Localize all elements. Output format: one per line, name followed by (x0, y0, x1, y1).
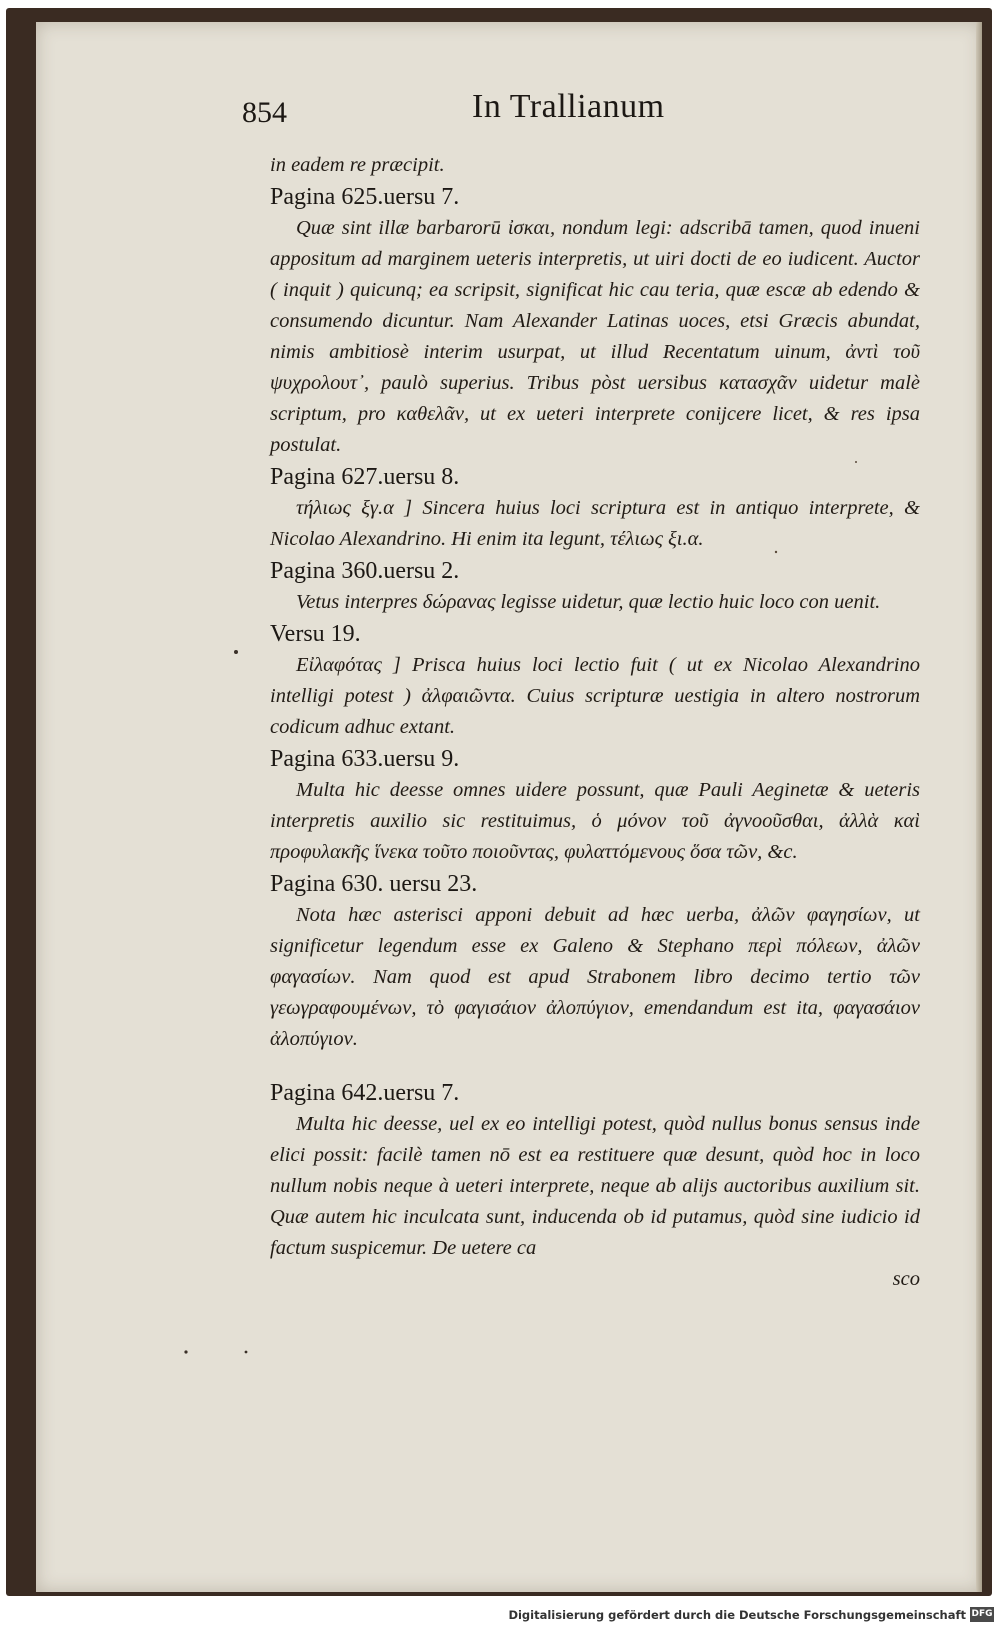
section-text: τήλιως ξγ.α ] Sincera huius loci scriptura est in antiquo interprete, & Nicolao Alexandrino. Hi enim ita legunt, τέλιως ξι.α. (270, 497, 920, 550)
section-heading: Pagina 625.uersu 7. (270, 184, 460, 210)
section-text: Nota hæc asterisci apponi debuit ad hæc uerba, ἀλῶν φαγησίων, ut significetur legendum esse ex Galeno & Stephano περὶ πόλεων, ἀλῶν φαγασίων. Nam quod est apud Strabonem libro decimo tertio τῶν γεωγραφουμένων, τὸ φαγισάιον ἀλοπύγιον, emendandum est ita, φαγασάιον ἀλοπύγιον. (270, 904, 920, 1050)
section-heading: Versu 19. (270, 621, 361, 647)
page-number: 854 (242, 96, 287, 129)
section-text: Quæ sint illæ barbarorū ἰσκαι, nondum legi: adscribā tamen, quod inueni appositum ad marginem ueteris interpretis, ut uiri docti de eo iudicent. Auctor ( inquit ) quicunq; ea scripsit, significat hic cau teria, quæ escæ ab edendo & consumendo dicuntur. Nam Alexander Latinas uoces, etsi Græcis abundat, nimis ambitiosè interim usurpat, ut illud Recentatum uinum, ἀντὶ τοῦ ψυχρολουτ᾽, paulò superius. Tribus pòst uersibus κατασχᾶν uidetur malè scriptum, pro καθελᾶν, ut ex ueteri interprete conijcere licet, & res ipsa postulat. (270, 217, 920, 456)
section-gap (270, 1055, 920, 1077)
section-text: Multa hic deesse omnes uidere possunt, quæ Pauli Aeginetæ & ueteris interpretis auxilio sic restituimus, ὁ μόνον τοῦ ἀγνοοῦσθαι, ἀλλὰ καὶ προφυλακῆς ἵνεκα τοῦτο ποιοῦντας, φυλαττόμενους ὅσα τῶν, &c. (270, 779, 920, 863)
section-text: Εἰλαφότας ] Prisca huius loci lectio fuit ( ut ex Nicolao Alexandrino intelligi potest ) ἀλφαιῶντα. Cuius scripturæ uestigia in altero nostrorum codicum adhuc extant. (270, 654, 920, 738)
running-title: In Trallianum (472, 88, 665, 125)
main-text (270, 150, 920, 1295)
footer-credit: Digitalisierung gefördert durch die Deutsche Forschungsgemeinschaft (508, 1608, 966, 1622)
section-heading: Pagina 633.uersu 9. (270, 746, 460, 772)
section-heading: Pagina 360.uersu 2. (270, 558, 460, 584)
section-text: Vetus interpres δώρανας legisse uidetur, quæ lectio huic loco con uenit. (296, 591, 881, 613)
catchword: sco (892, 1268, 920, 1290)
opening-line: in eadem re præcipit. (270, 154, 445, 176)
section-heading: Pagina 630. uersu 23. (270, 871, 478, 897)
section-heading: Pagina 627.uersu 8. (270, 464, 460, 490)
running-head (242, 88, 882, 138)
section-heading: Pagina 642.uersu 7. (270, 1080, 460, 1106)
dfg-logo: DFG (970, 1607, 994, 1622)
section-text: Multa hic deesse, uel ex eo intelligi potest, quòd nullus bonus sensus inde elici possit: facilè tamen nō est ea restituere quæ desunt, quòd hoc in loco nullum nobis neque à ueteri interprete, neque ab alijs auctoribus auxilium sit. Quæ autem hic inculcata sunt, inducenda ob id putamus, quòd sine iudicio id factum suspicemur. De uetere ca (270, 1113, 920, 1259)
footer-bar (0, 1604, 1000, 1628)
